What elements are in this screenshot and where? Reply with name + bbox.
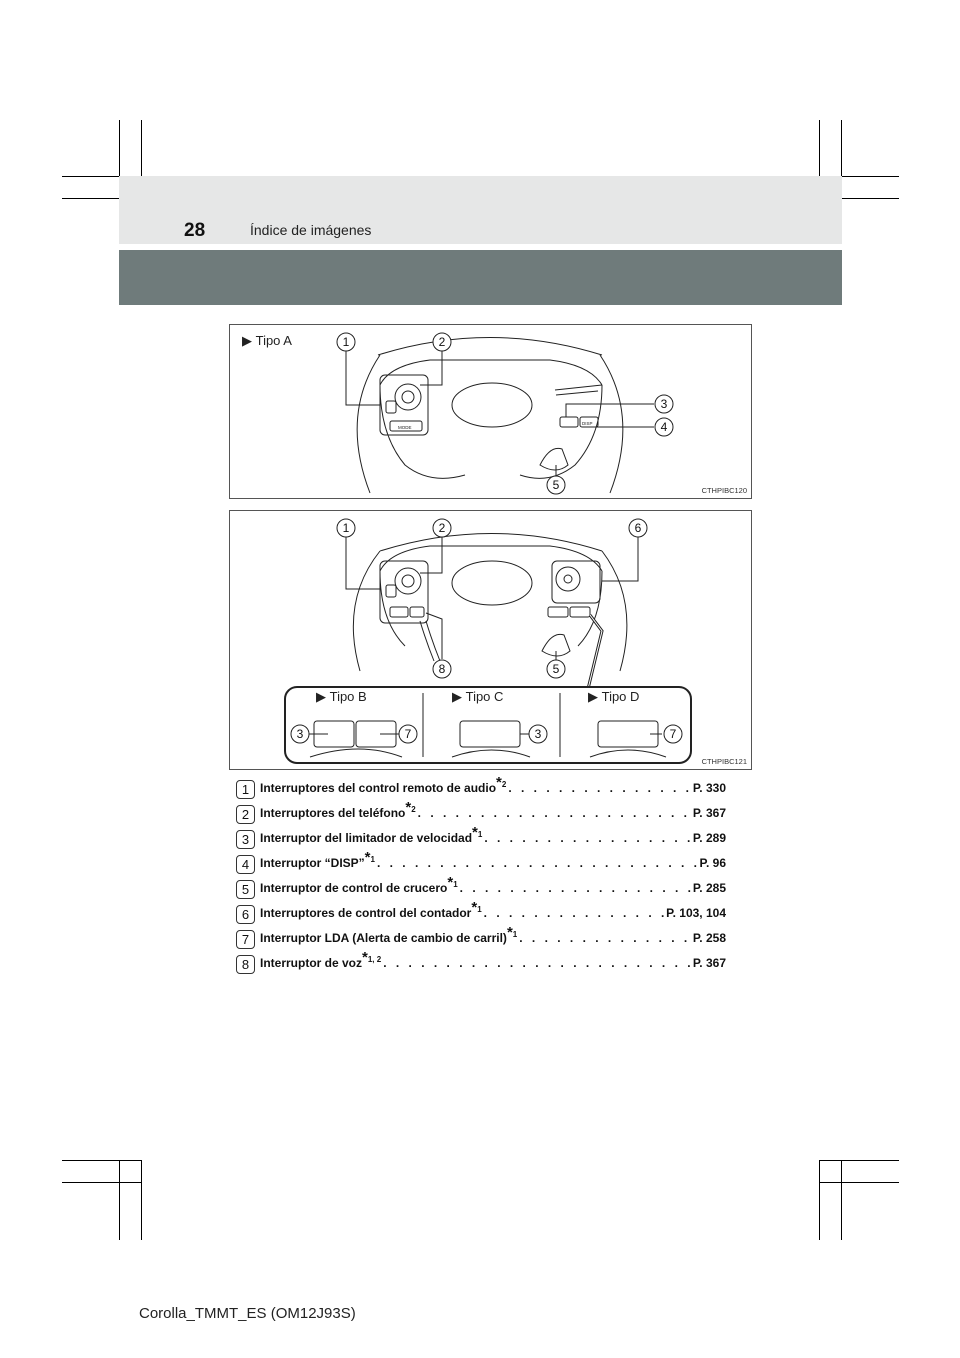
crop-mark [62,1182,142,1183]
section-title: Índice de imágenes [250,222,372,238]
callout-5: 5 [552,662,560,676]
item-number: 1 [236,780,255,799]
page-reference[interactable]: P. 96 [699,856,726,870]
callout-3: 3 [296,727,304,741]
steering-wheel-illustration-a [230,325,751,498]
callout-7: 7 [404,727,412,741]
item-label: Interruptor de voz [260,956,363,970]
item-number: 3 [236,830,255,849]
figure-type-a [229,324,752,499]
figure-code-b: CTHPIBC121 [701,757,747,766]
legend-item: 8 Interruptor de voz$^{*1, 2}$ . . . P. 367 [236,951,726,976]
item-number: 4 [236,855,255,874]
footer-text: Corolla_TMMT_ES (OM12J93S) [139,1305,356,1322]
figure-type-bcd [229,510,752,770]
callout-7: 7 [669,727,677,741]
crop-mark [819,1160,899,1161]
mode-button-text: MODE [398,425,412,430]
item-number: 5 [236,880,255,899]
item-number: 6 [236,905,255,924]
page-reference[interactable]: P. 103, 104 [666,906,726,920]
crop-mark [141,1160,142,1240]
page-reference[interactable]: P. 289 [692,831,726,845]
type-b-label: ▶ Tipo B [316,689,367,704]
page-number: 28 [184,220,206,241]
steering-wheel-illustration-b [230,511,751,769]
item-number: 8 [236,955,255,974]
item-number: 7 [236,930,255,949]
crop-mark [119,1160,120,1240]
legend-item: 7 Interruptor LDA (Alerta de cambio de carril)$^{*1}$ . . . P. 258 [236,926,726,951]
page-reference[interactable]: P. 330 [692,781,726,795]
type-c-label: ▶ Tipo C [452,689,504,704]
callout-3: 3 [660,397,668,411]
crop-mark [62,1160,142,1161]
figure-code-a: CTHPIBC120 [701,486,747,495]
item-label: Interruptor LDA (Alerta de cambio de carril) [260,931,507,945]
crop-mark [819,1160,820,1240]
page-reference[interactable]: P. 285 [692,881,726,895]
item-label: Interruptor de control de crucero [260,881,448,895]
callout-1: 1 [342,521,350,535]
item-label: Interruptores del control remoto de audio [260,781,497,795]
callout-2: 2 [438,335,446,349]
crop-mark [841,1160,842,1240]
type-d-label: ▶ Tipo D [588,689,640,704]
callout-6: 6 [634,521,642,535]
crop-mark [819,1182,899,1183]
legend-item: 4 Interruptor “DISP”$^{*1}$ . . . P. 96 [236,851,726,876]
disp-button-text: DISP [582,421,593,426]
callout-1: 1 [342,335,350,349]
page-header [119,176,842,244]
item-label: Interruptores del teléfono [260,806,406,820]
legend-item: 1 Interruptores del control remoto de audio$^{*2}$ . . . P. 330 [236,776,726,801]
page-reference[interactable]: P. 367 [692,806,726,820]
legend-item: 2 Interruptores del teléfono$^{*2}$ . . . P. 367 [236,801,726,826]
callout-5: 5 [552,478,560,492]
item-label: Interruptor del limitador de velocidad [260,831,473,845]
page-reference[interactable]: P. 367 [692,956,726,970]
legend-list [236,776,726,976]
legend-item: 6 Interruptores de control del contador$^{*1}$ . . . P. 103, 104 [236,901,726,926]
item-label: Interruptores de control del contador [260,906,472,920]
callout-2: 2 [438,521,446,535]
callout-4: 4 [660,420,668,434]
callout-3: 3 [534,727,542,741]
type-a-label: ▶ Tipo A [242,333,292,348]
page-reference[interactable]: P. 258 [692,931,726,945]
item-label: Interruptor “DISP” [260,856,365,870]
item-number: 2 [236,805,255,824]
callout-8: 8 [438,662,446,676]
legend-item: 5 Interruptor de control de crucero$^{*1}$ . . . P. 285 [236,876,726,901]
header-band [119,250,842,305]
legend-item: 3 Interruptor del limitador de velocidad$^{*1}$ . . . P. 289 [236,826,726,851]
